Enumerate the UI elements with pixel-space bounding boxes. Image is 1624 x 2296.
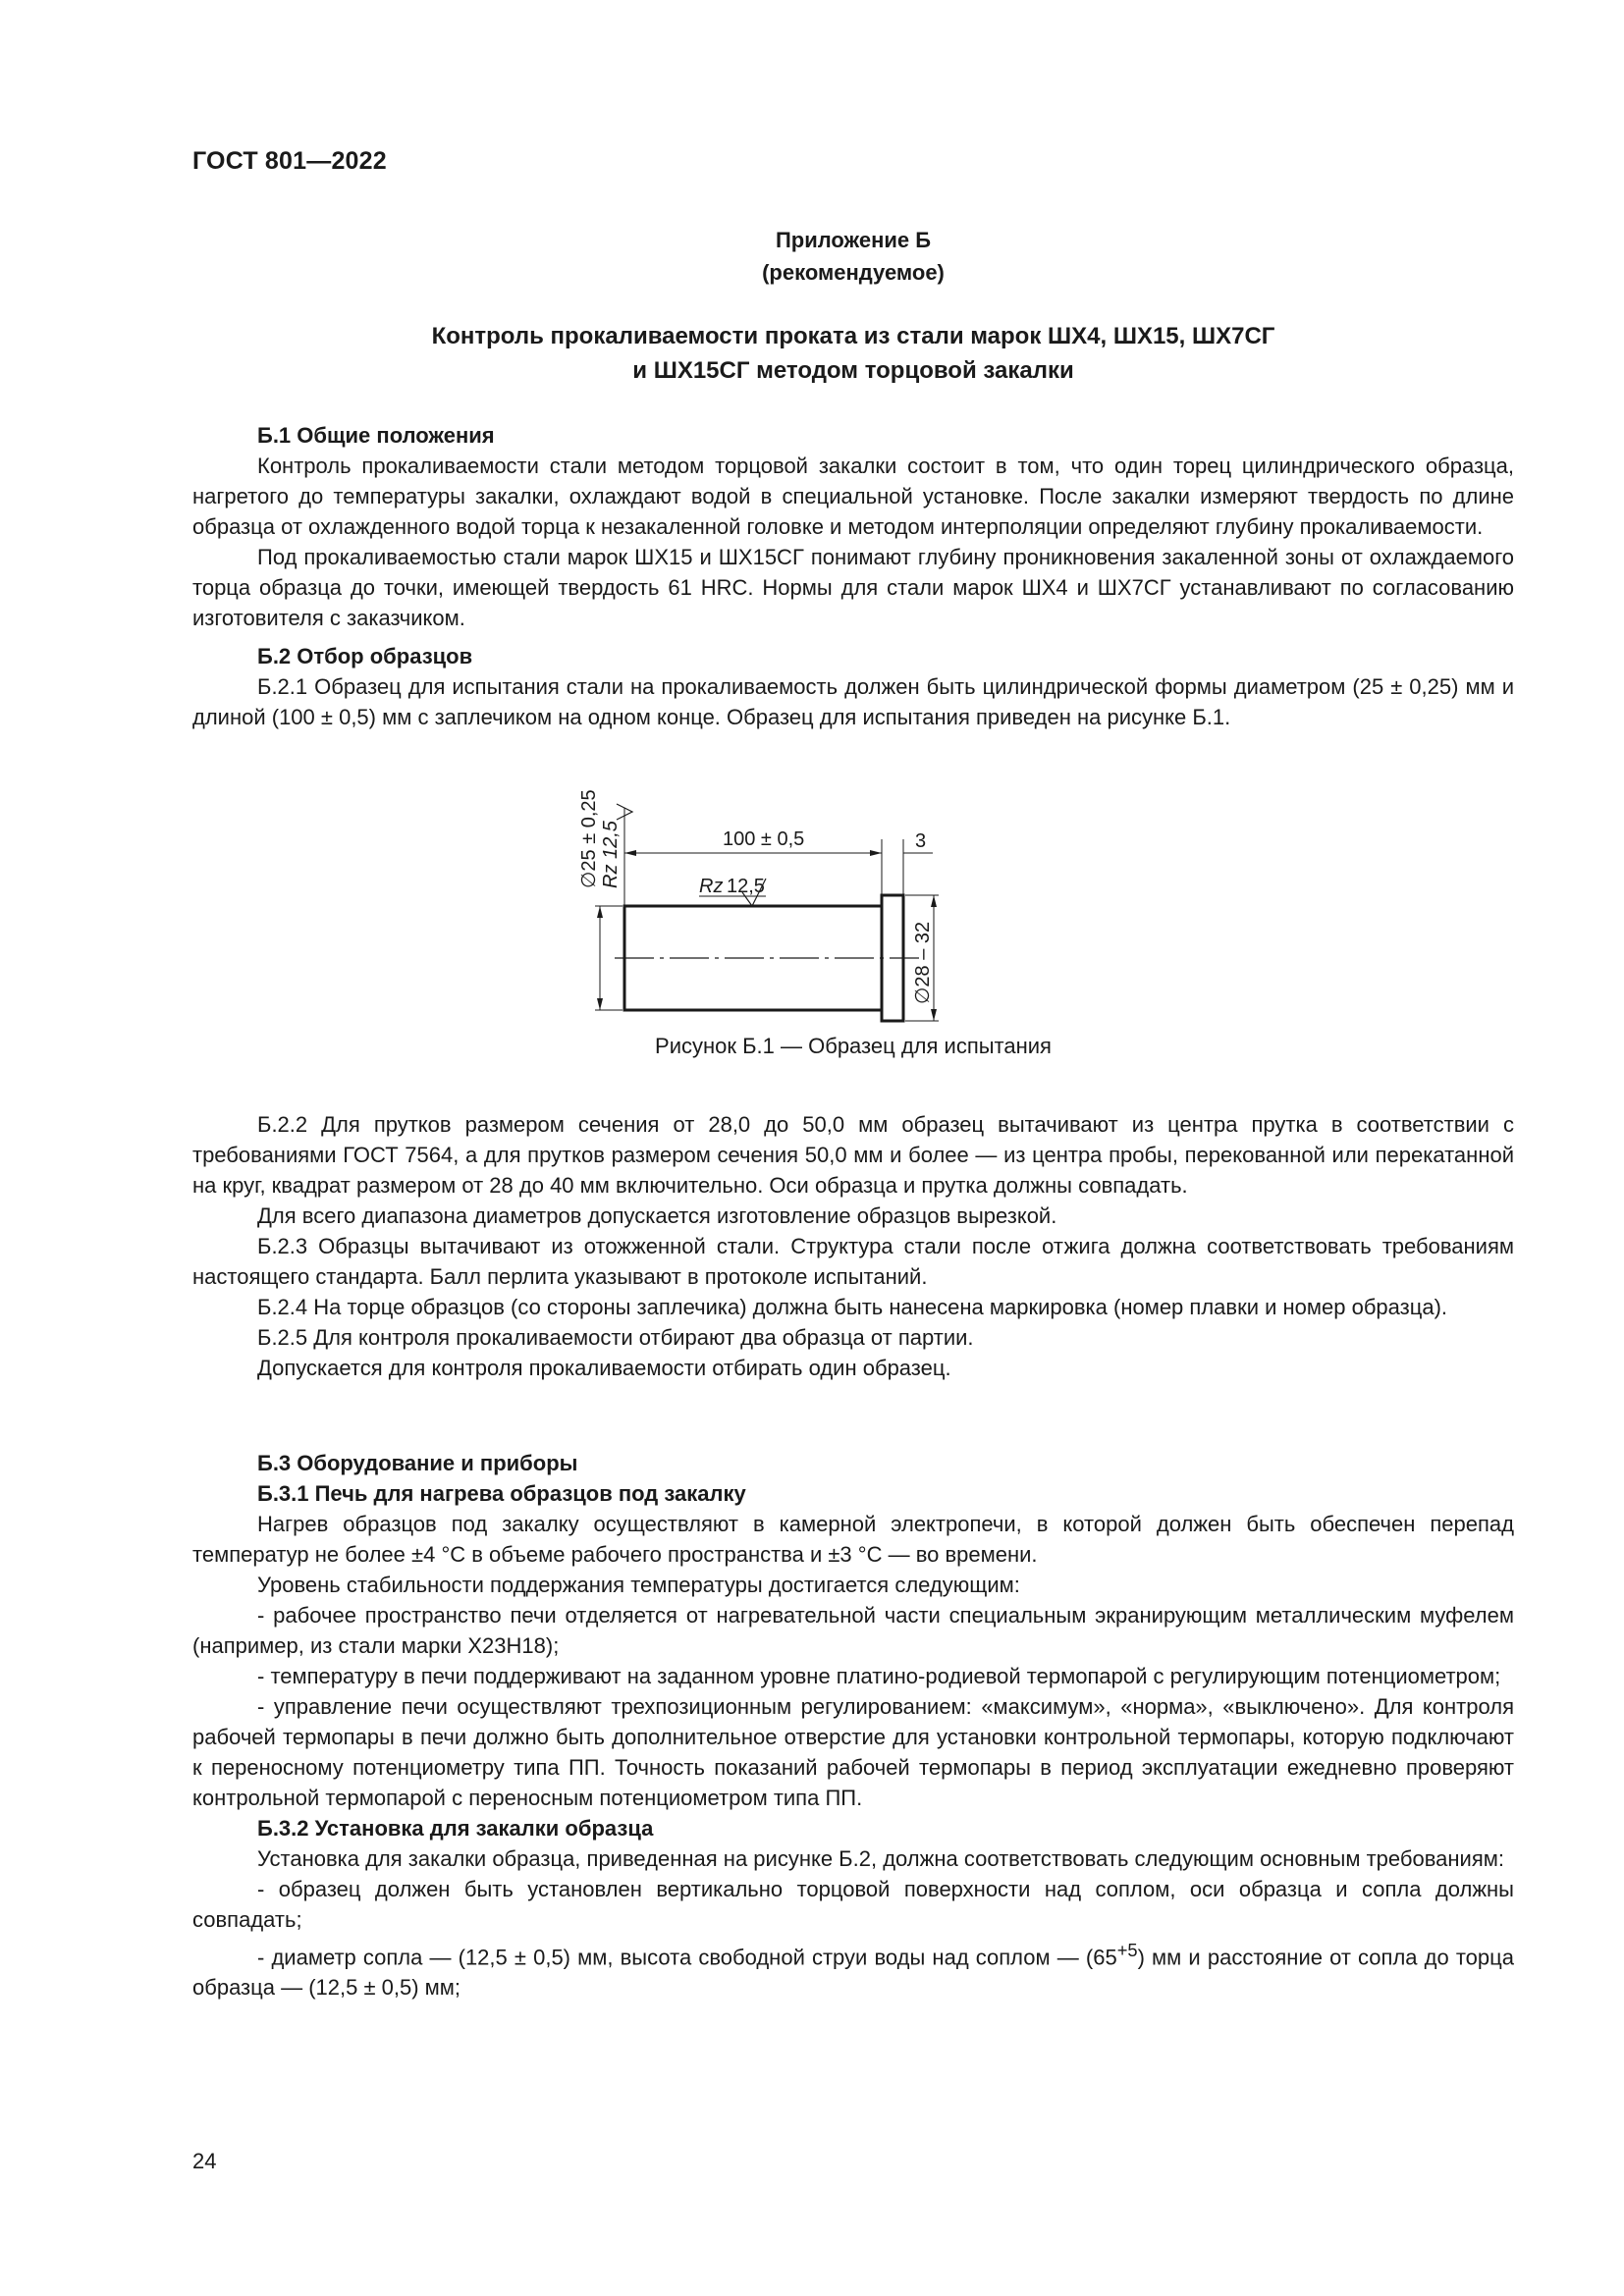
arrow-head bbox=[597, 906, 603, 918]
paragraph: Для всего диапазона диаметров допускается изготовление образцов вырезкой. bbox=[257, 1203, 1057, 1228]
specimen-drawing bbox=[566, 790, 1115, 1026]
paragraph: Допускается для контроля прокаливаемости отбирать один образец. bbox=[257, 1356, 951, 1380]
subsection-heading-b3-1: Б.3.1 Печь для нагрева образцов под закалку bbox=[257, 1481, 746, 1506]
section-b2-rest bbox=[192, 1109, 1514, 1383]
roughness-value: 12,5 bbox=[727, 876, 765, 897]
appendix-status: (рекомендуемое) bbox=[762, 260, 945, 285]
arrow-head bbox=[624, 850, 636, 856]
subsection-heading-b3-2: Б.3.2 Установка для закалки образца bbox=[257, 1816, 654, 1841]
paragraph: Б.2.2 Для прутков размером сечения от 28,0 до 50,0 мм образец вытачивают из центра прутка в соответствии с требованиями ГОСТ 7564, а для прутков размером сечения 50,0 мм и более — из центра пробы, перекованной или перекатанной на круг, квадрат размером от 28 до 40 мм включительно. Оси образца и прутка должны совпадать. bbox=[192, 1112, 1514, 1198]
dim-length-label: 100 ± 0,5 bbox=[723, 828, 805, 850]
list-item bbox=[192, 1935, 1514, 2002]
section-b3 bbox=[192, 1448, 1514, 2002]
roughness-prefix: Rz bbox=[699, 876, 724, 897]
document-id: ГОСТ 801—2022 bbox=[192, 147, 387, 175]
paragraph: Под прокаливаемостью стали марок ШХ15 и ШХ15СГ понимают глубину проникновения закаленной зоны от охлаждаемого торца образца до точки, имеющей твердость 61 HRC. Нормы для стали марок ШХ4 и ШХ7СГ устанавливают по согласованию изготовителя с заказчиком. bbox=[192, 545, 1514, 630]
arrow-head bbox=[931, 895, 937, 907]
paragraph: Уровень стабильности поддержания температуры достигается следующим: bbox=[257, 1573, 1020, 1597]
text-part: ) мм и расстояние от сопла до торца образца — (12,5 ± 0,5) мм; bbox=[192, 1945, 1514, 2001]
dim-head-label: ∅28 – 32 bbox=[912, 921, 934, 1004]
document-page bbox=[192, 0, 1514, 2296]
list-item: - управление печи осуществляют трехпозиционным регулированием: «максимум», «норма», «выключено». Для контроля рабочей термопары в печи должно быть дополнительное отверстие для установки контрольной термопары, которую подключают к переносному потенциометру типа ПП. Точность показаний рабочей термопары в период эксплуатации ежедневно проверяют контрольной термопарой с переносным потенциометром типа ПП. bbox=[192, 1694, 1514, 1810]
dim-diameter-label: ∅25 ± 0,25 bbox=[578, 790, 600, 888]
roughness-left-label: Rz 12,5 bbox=[600, 821, 622, 888]
paragraph: Установка для закалки образца, приведенная на рисунке Б.2, должна соответствовать следующим основным требованиям: bbox=[257, 1846, 1504, 1871]
paragraph: Б.2.3 Образцы вытачивают из отожженной стали. Структура стали после отжига должна соответствовать требованиям настоящего стандарта. Балл перлита указывают в протоколе испытаний. bbox=[192, 1234, 1514, 1289]
paragraph: Б.2.5 Для контроля прокаливаемости отбирают два образца от партии. bbox=[257, 1325, 974, 1350]
paragraph: Нагрев образцов под закалку осуществляют в камерной электропечи, в которой должен быть обеспечен перепад температур не более ±4 °С в объеме рабочего пространства и ±3 °С — во времени. bbox=[192, 1512, 1514, 1567]
dim-shoulder-label: 3 bbox=[915, 830, 927, 852]
section-b1-b2-1 bbox=[192, 420, 1514, 732]
paragraph: Контроль прокаливаемости стали методом торцовой закалки состоит в том, что один торец цилиндрического образца, нагретого до температуры закалки, охлаждают водой в специальной установке. После закалки измеряют твердость по длине образца от охлажденного водой торца к незакаленной головке и методом интерполяции определяют глубину прокаливаемости. bbox=[192, 454, 1514, 539]
section-heading-b2: Б.2 Отбор образцов bbox=[257, 644, 473, 668]
paragraph: Б.2.4 На торце образцов (со стороны заплечика) должна быть нанесена маркировка (номер плавки и номер образца). bbox=[257, 1295, 1448, 1319]
appendix-heading bbox=[192, 224, 1514, 289]
list-item: - рабочее пространство печи отделяется от нагревательной части специальным экранирующим металлическим муфелем (например, из стали марки Х23Н18); bbox=[192, 1603, 1514, 1658]
section-heading-b3: Б.3 Оборудование и приборы bbox=[257, 1451, 578, 1475]
arrow-head bbox=[931, 1009, 937, 1021]
main-title bbox=[192, 319, 1514, 388]
text-part: - диаметр сопла — (12,5 ± 0,5) мм, высота свободной струи воды над соплом — (65 bbox=[257, 1945, 1117, 1970]
main-title-line2: и ШХ15СГ методом торцовой закалки bbox=[632, 357, 1074, 384]
arrow-head bbox=[597, 998, 603, 1010]
paragraph: Б.2.1 Образец для испытания стали на прокаливаемость должен быть цилиндрической формы диаметром (25 ± 0,25) мм и длиной (100 ± 0,5) мм с заплечиком на одном конце. Образец для испытания приведен на рисунке Б.1. bbox=[192, 674, 1514, 729]
page-number: 24 bbox=[192, 2149, 217, 2173]
list-item: - температуру в печи поддерживают на заданном уровне платино-родиевой термопарой с регулирующим потенциометром; bbox=[257, 1664, 1501, 1688]
appendix-title: Приложение Б bbox=[775, 228, 932, 252]
superscript: +5 bbox=[1116, 1940, 1138, 1960]
list-item: - образец должен быть установлен вертикально торцовой поверхности над соплом, оси образца и сопла должны совпадать; bbox=[192, 1877, 1514, 1932]
figure-specimen-drawing bbox=[566, 790, 1115, 1026]
main-title-line1: Контроль прокаливаемости проката из стали марок ШХ4, ШХ15, ШХ7СГ bbox=[431, 323, 1275, 349]
figure-caption: Рисунок Б.1 — Образец для испытания bbox=[655, 1034, 1052, 1058]
section-heading-b1: Б.1 Общие положения bbox=[257, 423, 495, 448]
